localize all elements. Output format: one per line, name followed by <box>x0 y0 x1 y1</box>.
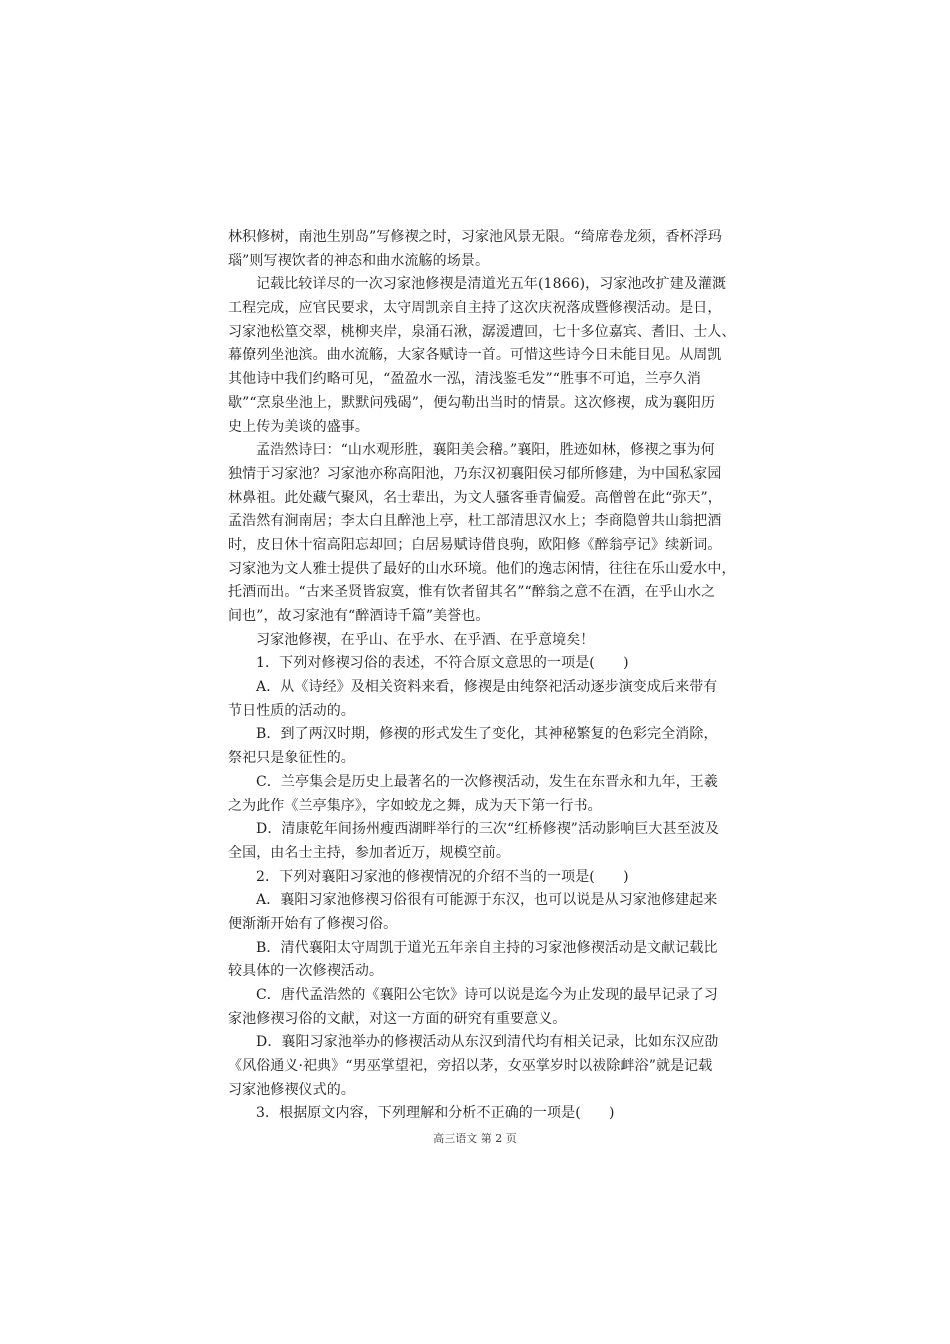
document-body <box>228 226 750 1126</box>
text-line: A．襄阳习家池修禊习俗很有可能源于东汉，也可以说是从习家池修建起来 <box>256 892 718 909</box>
text-line: 较具体的一次修禊活动。 <box>228 963 384 980</box>
text-line: 孟浩然有涧南居；李太白且醉池上亭，杜工部清思汉水上；李商隐曾共山翁把酒 <box>228 513 722 530</box>
page-footer: 高三语文 第 2 页 <box>433 1132 517 1145</box>
text-line: D．清康乾年间扬州瘦西湖畔举行的三次“红桥修禊”活动影响巨大甚至波及 <box>256 821 719 838</box>
text-line: 《风俗通义·祀典》“男巫掌望祀，旁招以茅，女巫掌岁时以祓除衅浴”就是记载 <box>228 1058 713 1075</box>
text-line: 便渐渐开始有了修禊习俗。 <box>228 915 398 932</box>
text-line: 之为此作《兰亭集序》，字如蛟龙之舞，成为天下第一行书。 <box>228 797 602 814</box>
text-line: 托酒而出。“古来圣贤皆寂寞，惟有饮者留其名”“醉翁之意不在酒，在乎山水之 <box>228 584 716 601</box>
text-line: 其他诗中我们约略可见，“盈盈水一泓，清浅鉴毛发”“胜事不可追，兰亭久消 <box>228 371 701 388</box>
text-line: 节日性质的活动的。 <box>228 702 355 719</box>
text-line: 习家池松篁交翠，桃柳夹岸，泉涌石湫，潺湲遭回，七十多位嘉宾、耆旧、士人、 <box>228 323 736 340</box>
text-line: 全国，由名士主持，参加者近万，规模空前。 <box>228 844 510 861</box>
text-line: 时，皮日休十宿高阳忘却回；白居易赋诗借良驹，欧阳修《醉翁亭记》续新词。 <box>228 536 722 553</box>
text-line: 3．根据原文内容，下列理解和分析不正确的一项是( ) <box>256 1105 615 1122</box>
text-line: 幕僚列坐池滨。曲水流觞，大家各赋诗一首。可惜这些诗今日未能目见。从周凯 <box>228 347 722 364</box>
text-line: 习家池为文人雅士提供了最好的山水环境。他们的逸志闲情，往往在乐山爱水中， <box>228 560 736 577</box>
text-line: 林积修树，南池生别岛”写修禊之时，习家池风景无限。“绮席卷龙须，香杯浮玛 <box>228 229 722 245</box>
text-line: B．到了两汉时期，修禊的形式发生了变化，其神秘繁复的色彩完全消除， <box>256 726 718 743</box>
text-line: C．唐代孟浩然的《襄阳公宅饮》诗可以说是迄今为止发现的最早记录了习 <box>256 987 719 1003</box>
text-line: 祭祀只是象征性的。 <box>228 750 355 767</box>
text-line: B．清代襄阳太守周凯于道光五年亲自主持的习家池修禊活动是文献记载比 <box>256 939 718 956</box>
text-line: 记载比较详尽的一次习家池修禊是清道光五年(1866)，习家池改扩建及灌溉 <box>256 276 727 293</box>
text-line: 瑙”则写禊饮者的神态和曲水流觞的场景。 <box>228 252 490 269</box>
text-line: 习家池修禊，在乎山、在乎水、在乎酒、在乎意境矣！ <box>256 631 595 648</box>
text-line: 孟浩然诗曰：“山水观形胜，襄阳美会稽。”襄阳，胜迹如林，修禊之事为何 <box>256 442 715 459</box>
text-line: 习家池修禊仪式的。 <box>228 1081 355 1098</box>
text-line: A．从《诗经》及相关资料来看，修禊是由纯祭祀活动逐步演变成后来带有 <box>256 679 718 696</box>
text-line: 林鼻祖。此处藏气聚风，名士辈出，为文人骚客垂青偏爱。高僧曾在此“弥天”， <box>228 489 722 506</box>
text-line: 史上传为美谈的盛事。 <box>228 418 369 435</box>
text-line: D．襄阳习家池举办的修禊活动从东汉到清代均有相关记录，比如东汉应劭 <box>256 1034 719 1051</box>
text-line: 2．下列对襄阳习家池的修禊情况的介绍不当的一项是( ) <box>256 868 629 885</box>
text-line: 家池修禊习俗的文献，对这一方面的研究有重要意义。 <box>228 1010 567 1027</box>
text-line: 工程完成，应官民要求，太守周凯亲自主持了这次庆祝落成暨修禊活动。是日， <box>228 300 722 317</box>
text-line: 1．下列对修禊习俗的表述，不符合原文意思的一项是( ) <box>256 655 629 672</box>
text-line: 间也”，故习家池有“醉酒诗千篇”美誉也。 <box>228 608 490 624</box>
text-line: C．兰亭集会是历史上最著名的一次修禊活动，发生在东晋永和九年，王羲 <box>256 773 719 790</box>
text-line: 歇”“烹泉坐池上，默默问残碣”，便勾勒出当时的情景。这次修禊，成为襄阳历 <box>228 394 716 411</box>
text-line: 独情于习家池？习家池亦称高阳池，乃东汉初襄阳侯习郁所修建，为中国私家园 <box>228 465 722 482</box>
